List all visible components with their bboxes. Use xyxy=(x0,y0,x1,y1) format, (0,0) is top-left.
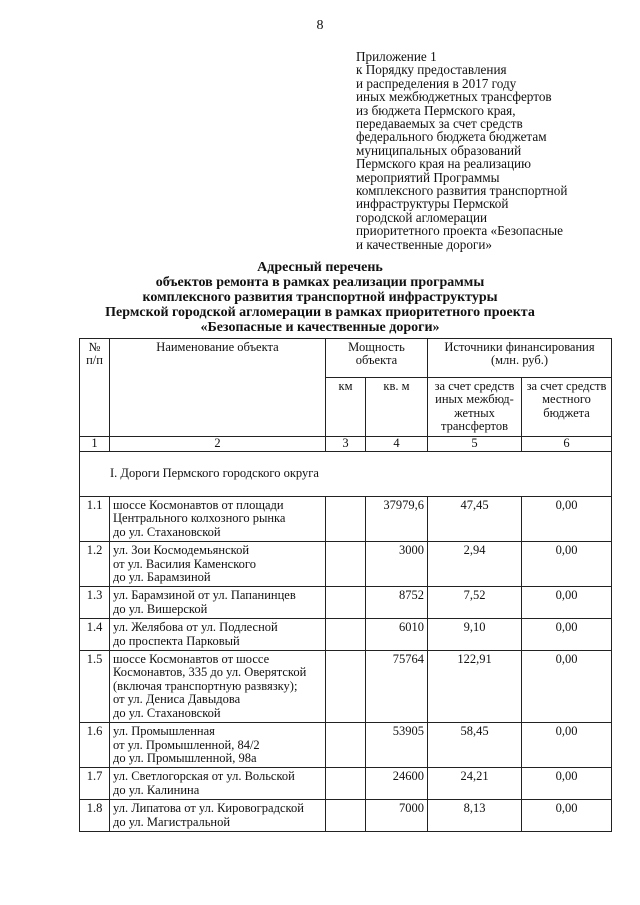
appendix-line: и качественные дороги» xyxy=(356,236,492,252)
row-number: 1.7 xyxy=(80,768,110,800)
row-number: 1.5 xyxy=(80,651,110,723)
object-name-line: Космонавтов, 335 до ул. Оверятской xyxy=(113,665,307,680)
object-name xyxy=(110,497,326,542)
local-budget-value: 0,00 xyxy=(522,619,612,651)
row-number: 1.3 xyxy=(80,587,110,619)
table-row xyxy=(80,619,612,651)
sqm-value: 6010 xyxy=(366,619,428,651)
header-transfers: за счет средств иных межбюд-жетных трансфертов xyxy=(428,378,522,437)
table-row xyxy=(80,723,612,768)
sqm-value: 24600 xyxy=(366,768,428,800)
object-name-line: до ул. Калинина xyxy=(113,782,200,797)
row-number: 1.6 xyxy=(80,723,110,768)
object-name xyxy=(110,768,326,800)
row-number: 1.1 xyxy=(80,497,110,542)
appendix-line: из бюджета Пермского края, xyxy=(356,102,516,118)
local-budget-value: 0,00 xyxy=(522,587,612,619)
local-budget-value: 0,00 xyxy=(522,800,612,832)
appendix-line: муниципальных образований xyxy=(356,142,522,158)
object-name-line: ул. Барамзиной от ул. Папанинцев xyxy=(113,588,296,603)
km-value xyxy=(326,800,366,832)
sqm-value: 75764 xyxy=(366,651,428,723)
header-sqm: кв. м xyxy=(366,378,428,437)
km-value xyxy=(326,619,366,651)
table-row xyxy=(80,497,612,542)
objects-table xyxy=(79,338,612,832)
sqm-value: 7000 xyxy=(366,800,428,832)
column-numbers-row xyxy=(80,437,612,452)
row-number: 1.2 xyxy=(80,542,110,587)
table-row xyxy=(80,587,612,619)
object-name-line: (включая транспортную развязку); xyxy=(113,678,298,693)
transfers-value: 8,13 xyxy=(428,800,522,832)
transfers-value: 58,45 xyxy=(428,723,522,768)
object-name-line: до ул. Промышленной, 98а xyxy=(113,750,257,765)
local-budget-value: 0,00 xyxy=(522,542,612,587)
transfers-value: 7,52 xyxy=(428,587,522,619)
row-number: 1.4 xyxy=(80,619,110,651)
object-name-line: до ул. Стахановской xyxy=(113,705,221,720)
appendix-line: передаваемых за счет средств xyxy=(356,116,523,132)
km-value xyxy=(326,542,366,587)
appendix-note xyxy=(356,50,626,251)
appendix-line: инфраструктуры Пермской xyxy=(356,196,509,212)
transfers-value: 122,91 xyxy=(428,651,522,723)
transfers-value: 47,45 xyxy=(428,497,522,542)
column-number: 4 xyxy=(366,437,428,452)
object-name-line: до ул. Вишерской xyxy=(113,601,208,616)
document-title xyxy=(0,260,640,335)
transfers-value: 24,21 xyxy=(428,768,522,800)
header-capacity: Мощность объекта xyxy=(326,339,428,378)
appendix-line: и распределения в 2017 году xyxy=(356,75,517,91)
object-name-line: до ул. Магистральной xyxy=(113,814,231,829)
object-name-line: ул. Промышленная xyxy=(113,724,215,739)
local-budget-value: 0,00 xyxy=(522,768,612,800)
object-name xyxy=(110,651,326,723)
object-name xyxy=(110,723,326,768)
km-value xyxy=(326,497,366,542)
column-number: 3 xyxy=(326,437,366,452)
object-name-line: ул. Зои Космодемьянской xyxy=(113,543,250,558)
object-name-line: Центрального колхозного рынка xyxy=(113,511,286,526)
sqm-value: 8752 xyxy=(366,587,428,619)
column-number: 6 xyxy=(522,437,612,452)
object-name xyxy=(110,800,326,832)
object-name-line: ул. Желябова от ул. Подлесной xyxy=(113,620,278,635)
object-name xyxy=(110,542,326,587)
header-km: км xyxy=(326,378,366,437)
local-budget-value: 0,00 xyxy=(522,723,612,768)
section-title: I. Дороги Пермского городского округа xyxy=(80,452,612,497)
appendix-line: федерального бюджета бюджетам xyxy=(356,129,547,145)
appendix-line: к Порядку предоставления xyxy=(356,62,507,78)
object-name-line: от ул. Дениса Давыдова xyxy=(113,692,241,707)
object-name-line: ул. Липатова от ул. Кировоградской xyxy=(113,801,304,816)
column-number: 5 xyxy=(428,437,522,452)
sqm-value: 53905 xyxy=(366,723,428,768)
transfers-value: 2,94 xyxy=(428,542,522,587)
row-number: 1.8 xyxy=(80,800,110,832)
transfers-value: 9,10 xyxy=(428,619,522,651)
table-row xyxy=(80,651,612,723)
title-line: комплексного развития транспортной инфраструктуры xyxy=(142,290,498,305)
header-num: № п/п xyxy=(80,339,110,437)
object-name-line: от ул. Промышленной, 84/2 xyxy=(113,737,260,752)
local-budget-value: 0,00 xyxy=(522,651,612,723)
object-name-line: шоссе Космонавтов от площади xyxy=(113,498,284,512)
title-line: «Безопасные и качественные дороги» xyxy=(200,320,440,335)
table-row xyxy=(80,768,612,800)
header-funding: Источники финансирования (млн. руб.) xyxy=(428,339,612,378)
appendix-line: Пермского края на реализацию xyxy=(356,156,531,172)
object-name-line: до ул. Барамзиной xyxy=(113,570,211,585)
title-line: объектов ремонта в рамках реализации программы xyxy=(155,275,485,290)
km-value xyxy=(326,768,366,800)
object-name-line: ул. Светлогорская от ул. Вольской xyxy=(113,769,295,784)
appendix-line: приоритетного проекта «Безопасные xyxy=(356,223,563,239)
page-number: 8 xyxy=(316,18,324,33)
title-line: Адресный перечень xyxy=(257,260,383,275)
appendix-line: иных межбюджетных трансфертов xyxy=(356,89,552,105)
appendix-line: городской агломерации xyxy=(356,209,488,225)
column-number: 2 xyxy=(110,437,326,452)
object-name-line: шоссе Космонавтов от шоссе xyxy=(113,652,270,667)
appendix-line: мероприятий Программы xyxy=(356,169,500,185)
local-budget-value: 0,00 xyxy=(522,497,612,542)
object-name-line: до ул. Стахановской xyxy=(113,524,221,539)
header-local: за счет средств местного бюджета xyxy=(522,378,612,437)
table-row xyxy=(80,800,612,832)
object-name xyxy=(110,619,326,651)
object-name-line: от ул. Василия Каменского xyxy=(113,556,256,571)
appendix-line: Приложение 1 xyxy=(356,49,437,64)
title-line: Пермской городской агломерации в рамках приоритетного проекта xyxy=(105,305,535,320)
table-row xyxy=(80,542,612,587)
object-name-line: до проспекта Парковый xyxy=(113,633,240,648)
header-row-1 xyxy=(80,339,612,378)
sqm-value: 3000 xyxy=(366,542,428,587)
object-name xyxy=(110,587,326,619)
section-row xyxy=(80,452,612,497)
km-value xyxy=(326,651,366,723)
header-name: Наименование объекта xyxy=(110,339,326,437)
sqm-value: 37979,6 xyxy=(366,497,428,542)
appendix-line: комплексного развития транспортной xyxy=(356,183,568,199)
km-value xyxy=(326,723,366,768)
km-value xyxy=(326,587,366,619)
column-number: 1 xyxy=(80,437,110,452)
